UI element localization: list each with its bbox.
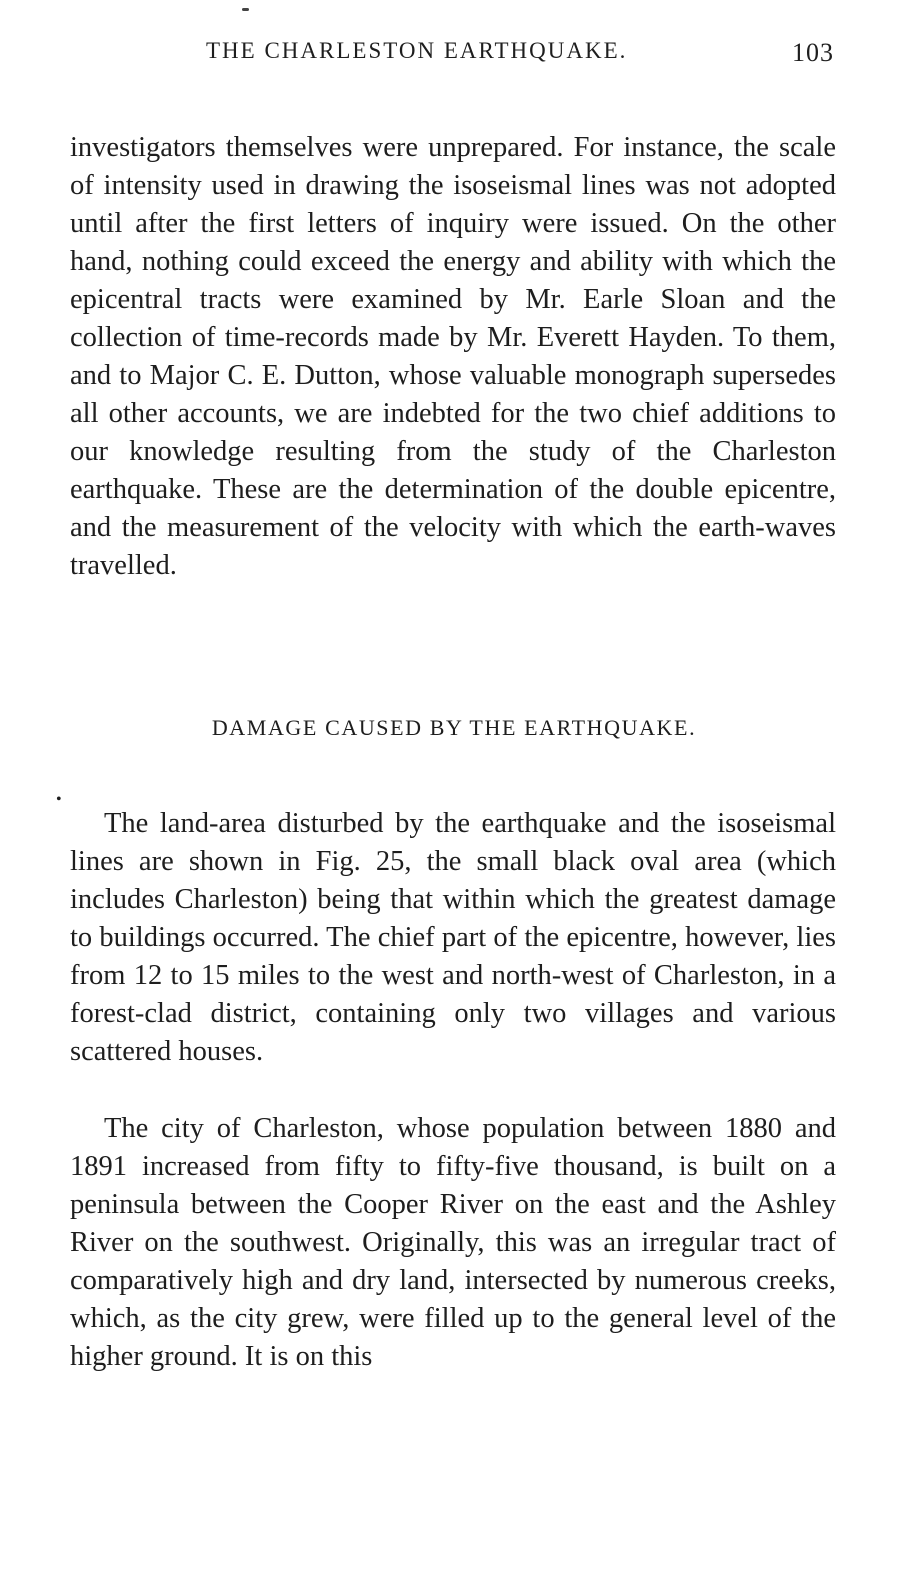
section-heading: DAMAGE CAUSED BY THE EARTHQUAKE. xyxy=(211,715,697,740)
page-number: 103 xyxy=(792,38,834,67)
margin-dot-mark: • xyxy=(56,791,62,808)
paragraph-city-of-charleston: The city of Charleston, whose population between 1880 and 1891 increased from fifty to fifty-five thousand, is built on a peninsula between the Cooper River on the east and the Ashley River on the southwest. Originally, this was an irregular tract of comparatively high and dry land, intersected by numerous creeks, which, as the city grew, were filled up to the general level of the higher ground. It is on this xyxy=(70,1112,836,1372)
running-title: THE CHARLESTON EARTHQUAKE. xyxy=(206,38,628,63)
paragraph-land-area: The land-area disturbed by the earthquake and the isoseismal lines are shown in Fig. 25, the small black oval area (which includes Charleston) being that within which the greatest damage to buildings occurred. The chief part of the epicentre, however, lies from 12 to 15 miles to the west and north-west of Charleston, in a forest-clad district, containing only two villages and various scattered houses. xyxy=(70,807,836,1067)
paragraph-investigators: investigators themselves were unprepared. For instance, the scale of intensity used in drawing the isoseismal lines was not adopted until after the first letters of inquiry were issued. On the other hand, nothing could exceed the energy and ability with which the epicentral tracts were examined by Mr. Earle Sloan and the collection of time-records made by Mr. Everett Hayden. To them, and to Major C. E. Dutton, whose valuable monograph supersedes all other accounts, we are indebted for the two chief additions to our knowledge resulting from the study of the Charleston earthquake. These are the determination of the double epicentre, and the measurement of the velocity with which the earth-waves travelled. xyxy=(70,131,836,581)
stray-ink-mark xyxy=(242,8,249,11)
running-head xyxy=(70,38,838,74)
